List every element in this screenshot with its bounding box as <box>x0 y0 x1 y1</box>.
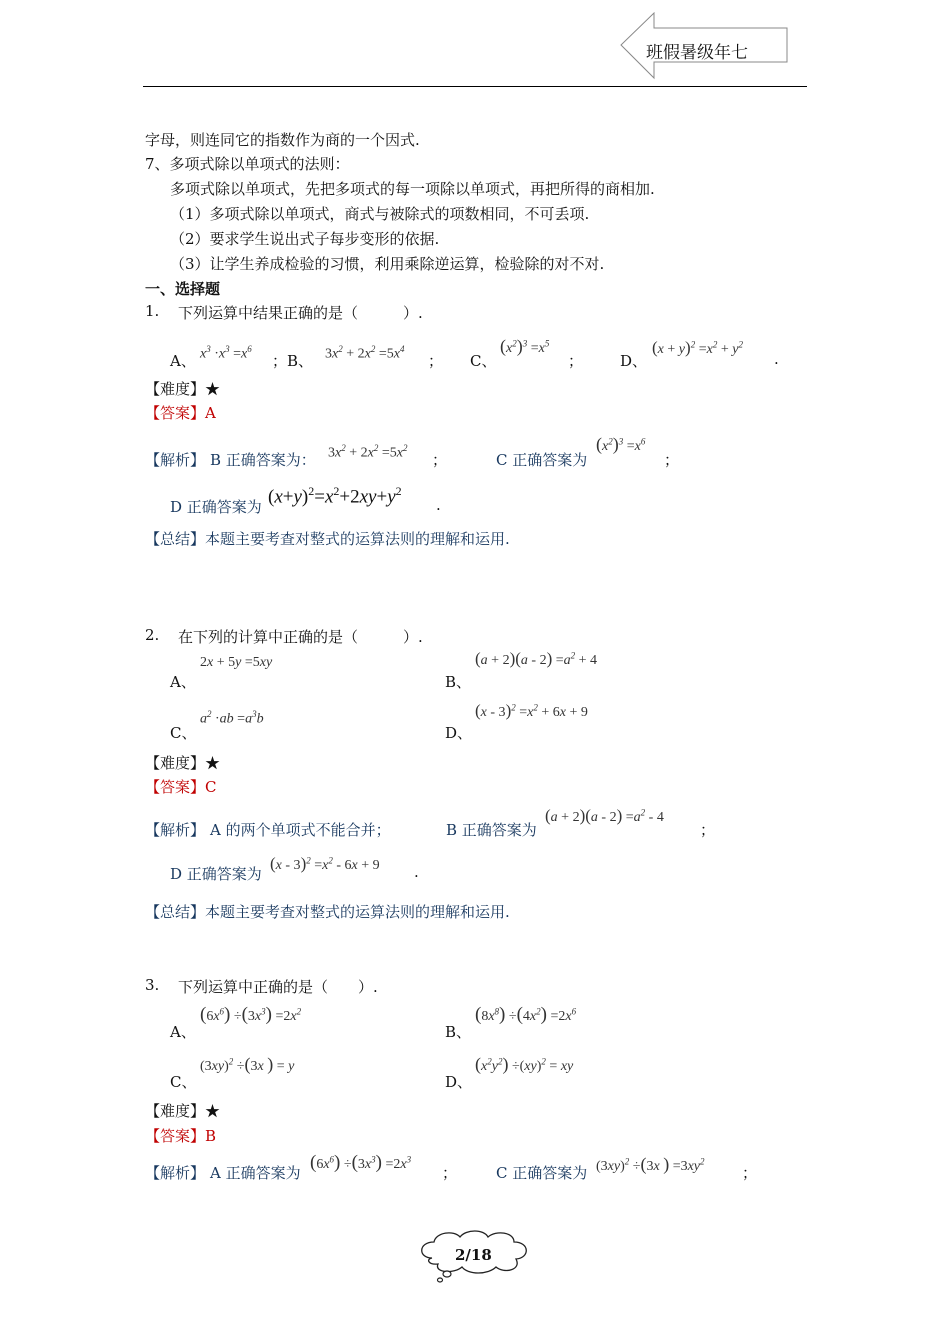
q3-option-b-expr: $(8x^8) \div(4x^2) =2x^6$ <box>475 1004 577 1025</box>
q2-analysis-dot: . <box>414 863 419 881</box>
header-rule <box>143 86 807 87</box>
q1-analysis-d-expr: $(x+y)^2=x^2+2xy+y^2$ <box>268 484 402 508</box>
rule7-note-1: （1）多项式除以单项式，商式与被除式的项数相同，不可丢项. <box>170 205 590 223</box>
q3-option-b-label: B、 <box>445 1023 472 1041</box>
q3-option-c-label: C、 <box>170 1073 197 1091</box>
q3-analysis-label: 【解析】 <box>145 1164 206 1182</box>
q1-analysis-d: D 正确答案为 <box>170 498 262 516</box>
q1-analysis-c: C 正确答案为 <box>496 451 588 469</box>
q2-option-d-label: D、 <box>445 724 473 742</box>
q1-answer: 【答案】A <box>145 404 216 422</box>
q3-option-d-expr: $(x^2y^2) \div(xy)^2$ = xy <box>475 1054 574 1074</box>
q3-option-d-label: D、 <box>445 1073 473 1091</box>
q1-stem: 下列运算中结果正确的是（ ）. <box>178 304 423 322</box>
q1-analysis-dot: . <box>436 496 441 514</box>
q1-option-a-label: A、 <box>170 352 196 370</box>
q1-option-c-label: C、 <box>470 352 497 370</box>
rule7-note-3: （3）让学生养成检验的习惯，利用乘除逆运算，检验除的对不对. <box>170 255 605 273</box>
q3-analysis-a: A 正确答案为 <box>210 1164 301 1182</box>
q1-analysis-b-expr: $3x^2 + 2x^2 =5x^2$ <box>328 443 408 461</box>
q1-number: 1. <box>145 302 160 320</box>
section-title: 一、选择题 <box>145 280 221 298</box>
q1-option-d-expr: $(x + y)^2 =x^2 + y^2$ <box>652 338 743 357</box>
q2-option-c-expr: $a^2 \cdot ab =a^3b$ <box>200 709 264 727</box>
q2-stem: 在下列的计算中正确的是（ ）. <box>178 628 423 646</box>
page-number: 2/18 <box>455 1246 492 1264</box>
q1-analysis-c-expr: $(x^2)^3 =x^6$ <box>596 434 646 454</box>
q3-analysis-a-expr: $(6x^6) \div(3x^3) =2x^3$ <box>310 1152 412 1173</box>
q2-analysis-label: 【解析】 <box>145 821 206 839</box>
q1-analysis-b: B 正确答案为： <box>210 451 316 469</box>
q1-option-b-expr: $3x^2 + 2x^2 =5x^4$ <box>325 344 405 362</box>
q1-analysis-label: 【解析】 <box>145 451 206 469</box>
q1-analysis-semi-2: ； <box>664 451 680 469</box>
q2-option-c-label: C、 <box>170 724 197 742</box>
q2-option-b-expr: $(a + 2)(a - 2) =a^2 + 4$ <box>475 649 598 668</box>
q2-analysis-d-expr: $(x - 3)^2 =x^2 - 6x + 9$ <box>270 854 380 873</box>
q2-difficulty: 【难度】★ <box>145 754 221 772</box>
q1-option-d-label: D、 <box>620 352 648 370</box>
rule7-note-2: （2）要求学生说出式子每步变形的依据. <box>170 230 440 248</box>
q1-option-b-label: ；B、 <box>272 352 314 370</box>
q1-option-c-sep: ； <box>568 352 584 370</box>
q3-answer-value: B <box>205 1127 217 1145</box>
q1-option-a-expr: $x^3 \cdot x^3 =x^6$ <box>200 344 252 362</box>
q2-answer-value: C <box>205 778 217 796</box>
q3-option-c-expr: $(3xy)^2 \div(3x$ ) = y <box>200 1054 295 1074</box>
q3-number: 3. <box>145 976 160 994</box>
q2-analysis-d: D 正确答案为 <box>170 865 262 883</box>
q2-number: 2. <box>145 626 160 644</box>
q3-analysis-c: C 正确答案为 <box>496 1164 588 1182</box>
q3-option-a-expr: $(6x^6) \div(3x^3) =2x^2$ <box>200 1004 302 1025</box>
q3-analysis-semi-2: ； <box>742 1164 758 1182</box>
q2-option-a-label: A、 <box>170 673 196 691</box>
q2-option-a-expr: 2x + 5y =5xy <box>200 655 273 670</box>
q3-stem: 下列运算中正确的是（ ）. <box>178 978 378 996</box>
q2-summary: 【总结】本题主要考查对整式的运算法则的理解和运用. <box>145 903 510 921</box>
q2-analysis-a: A 的两个单项式不能合并； <box>210 821 391 839</box>
q2-option-b-label: B、 <box>445 673 472 691</box>
q3-difficulty: 【难度】★ <box>145 1102 221 1120</box>
q1-option-b-sep: ； <box>428 352 444 370</box>
q3-analysis-c-expr: $(3xy)^2 \div(3x$ ) $=3xy^2$ <box>596 1154 705 1174</box>
rule7-text: 多项式除以单项式，先把多项式的每一项除以单项式，再把所得的商相加. <box>170 180 655 198</box>
q1-analysis-semi-1: ； <box>432 451 448 469</box>
q2-analysis-b-expr: $(a + 2)(a - 2) =a^2 - 4$ <box>545 806 664 825</box>
q3-option-a-label: A、 <box>170 1023 196 1041</box>
q1-option-c-expr: $(x^2)^3 =x^5$ <box>500 336 550 356</box>
q2-option-d-expr: $(x - 3)^2 =x^2 + 6x + 9$ <box>475 701 588 720</box>
q1-summary: 【总结】本题主要考查对整式的运算法则的理解和运用. <box>145 530 510 548</box>
rule7-title: 7、多项式除以单项式的法则： <box>145 155 350 173</box>
q1-answer-value: A <box>205 404 216 422</box>
q2-answer: 【答案】C <box>145 778 217 796</box>
q3-analysis-semi-1: ； <box>442 1164 458 1182</box>
q2-analysis-b: B 正确答案为 <box>446 821 537 839</box>
header-title: 班假暑级年七 <box>646 43 748 63</box>
q3-answer: 【答案】B <box>145 1127 217 1145</box>
q2-analysis-semi: ； <box>700 821 716 839</box>
intro-line: 字母，则连同它的指数作为商的一个因式. <box>145 131 420 149</box>
q1-option-d-end: . <box>774 350 779 368</box>
q1-difficulty: 【难度】★ <box>145 380 221 398</box>
